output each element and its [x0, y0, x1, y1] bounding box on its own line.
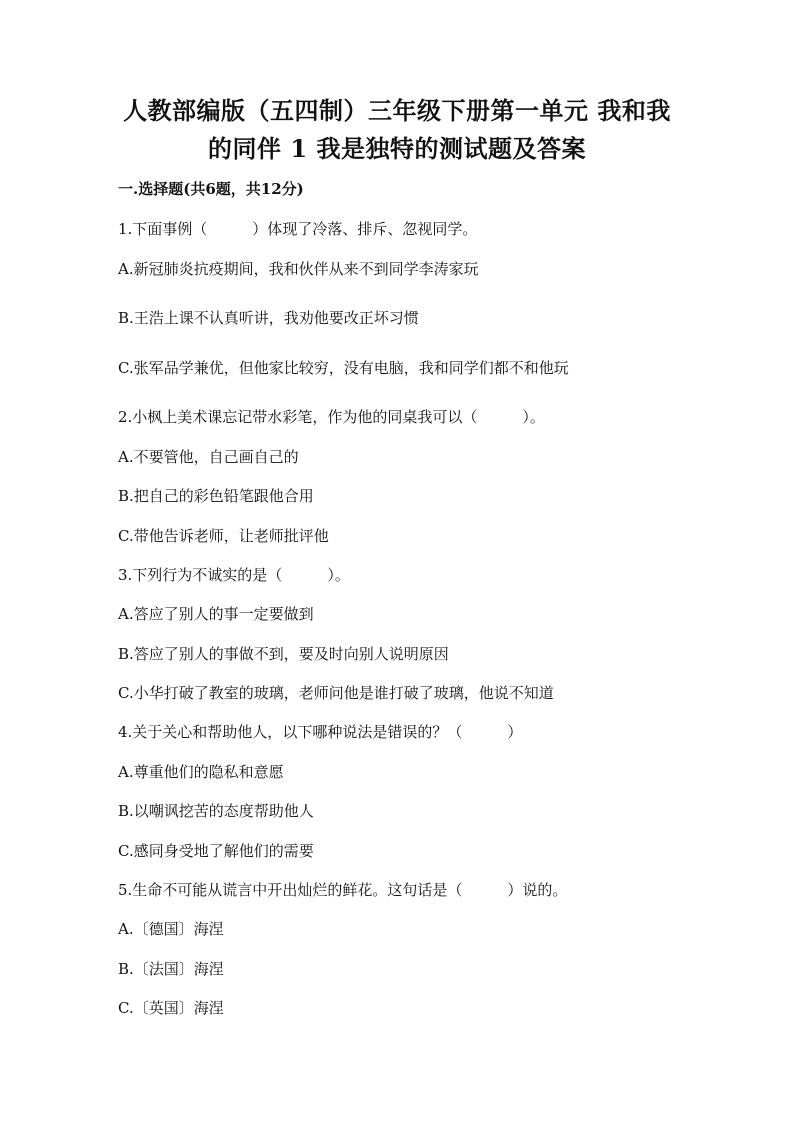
question-3-option-c: C.小华打破了教室的玻璃，老师问他是谁打破了玻璃，他说不知道 [118, 684, 554, 702]
question-5-option-b: B.〔法国〕海涅 [118, 960, 224, 978]
question-1-option-a: A.新冠肺炎抗疫期间，我和伙伴从来不到同学李涛家玩 [118, 260, 479, 278]
question-2-option-c: C.带他告诉老师，让老师批评他 [118, 527, 329, 545]
question-2-stem: 2.小枫上美术课忘记带水彩笔，作为他的同桌我可以（ ）。 [118, 408, 545, 426]
document-title [100, 92, 694, 168]
question-4-option-a: A.尊重他们的隐私和意愿 [118, 763, 284, 781]
question-4-option-c: C.感同身受地了解他们的需要 [118, 842, 314, 860]
question-4-stem: 4.关于关心和帮助他人，以下哪种说法是错误的？（ ） [118, 723, 523, 741]
title-line-2: 的同伴 1 我是独特的测试题及答案 [208, 134, 586, 163]
question-3-option-a: A.答应了别人的事一定要做到 [118, 605, 314, 623]
question-4-option-b: B.以嘲讽挖苦的态度帮助他人 [118, 802, 314, 820]
question-5-option-a: A.〔德国〕海涅 [118, 920, 224, 938]
question-1-stem: 1.下面事例（ ）体现了冷落、排斥、忽视同学。 [118, 220, 478, 238]
title-line-1: 人教部编版（五四制）三年级下册第一单元 我和我 [123, 96, 671, 125]
question-2-option-b: B.把自己的彩色铅笔跟他合用 [118, 487, 314, 505]
question-3-option-b: B.答应了别人的事做不到，要及时向别人说明原因 [118, 645, 449, 663]
question-1-option-b: B.王浩上课不认真听讲，我劝他要改正坏习惯 [118, 309, 419, 327]
section-heading: 一.选择题(共6题，共12分) [118, 180, 304, 198]
question-5-stem: 5.生命不可能从谎言中开出灿烂的鲜花。这句话是（ ）说的。 [118, 881, 568, 899]
question-3-stem: 3.下列行为不诚实的是（ ）。 [118, 566, 350, 584]
question-2-option-a: A.不要管他，自己画自己的 [118, 448, 299, 466]
question-5-option-c: C.〔英国〕海涅 [118, 999, 224, 1017]
question-1-option-c: C.张军品学兼优，但他家比较穷，没有电脑，我和同学们都不和他玩 [118, 359, 569, 377]
